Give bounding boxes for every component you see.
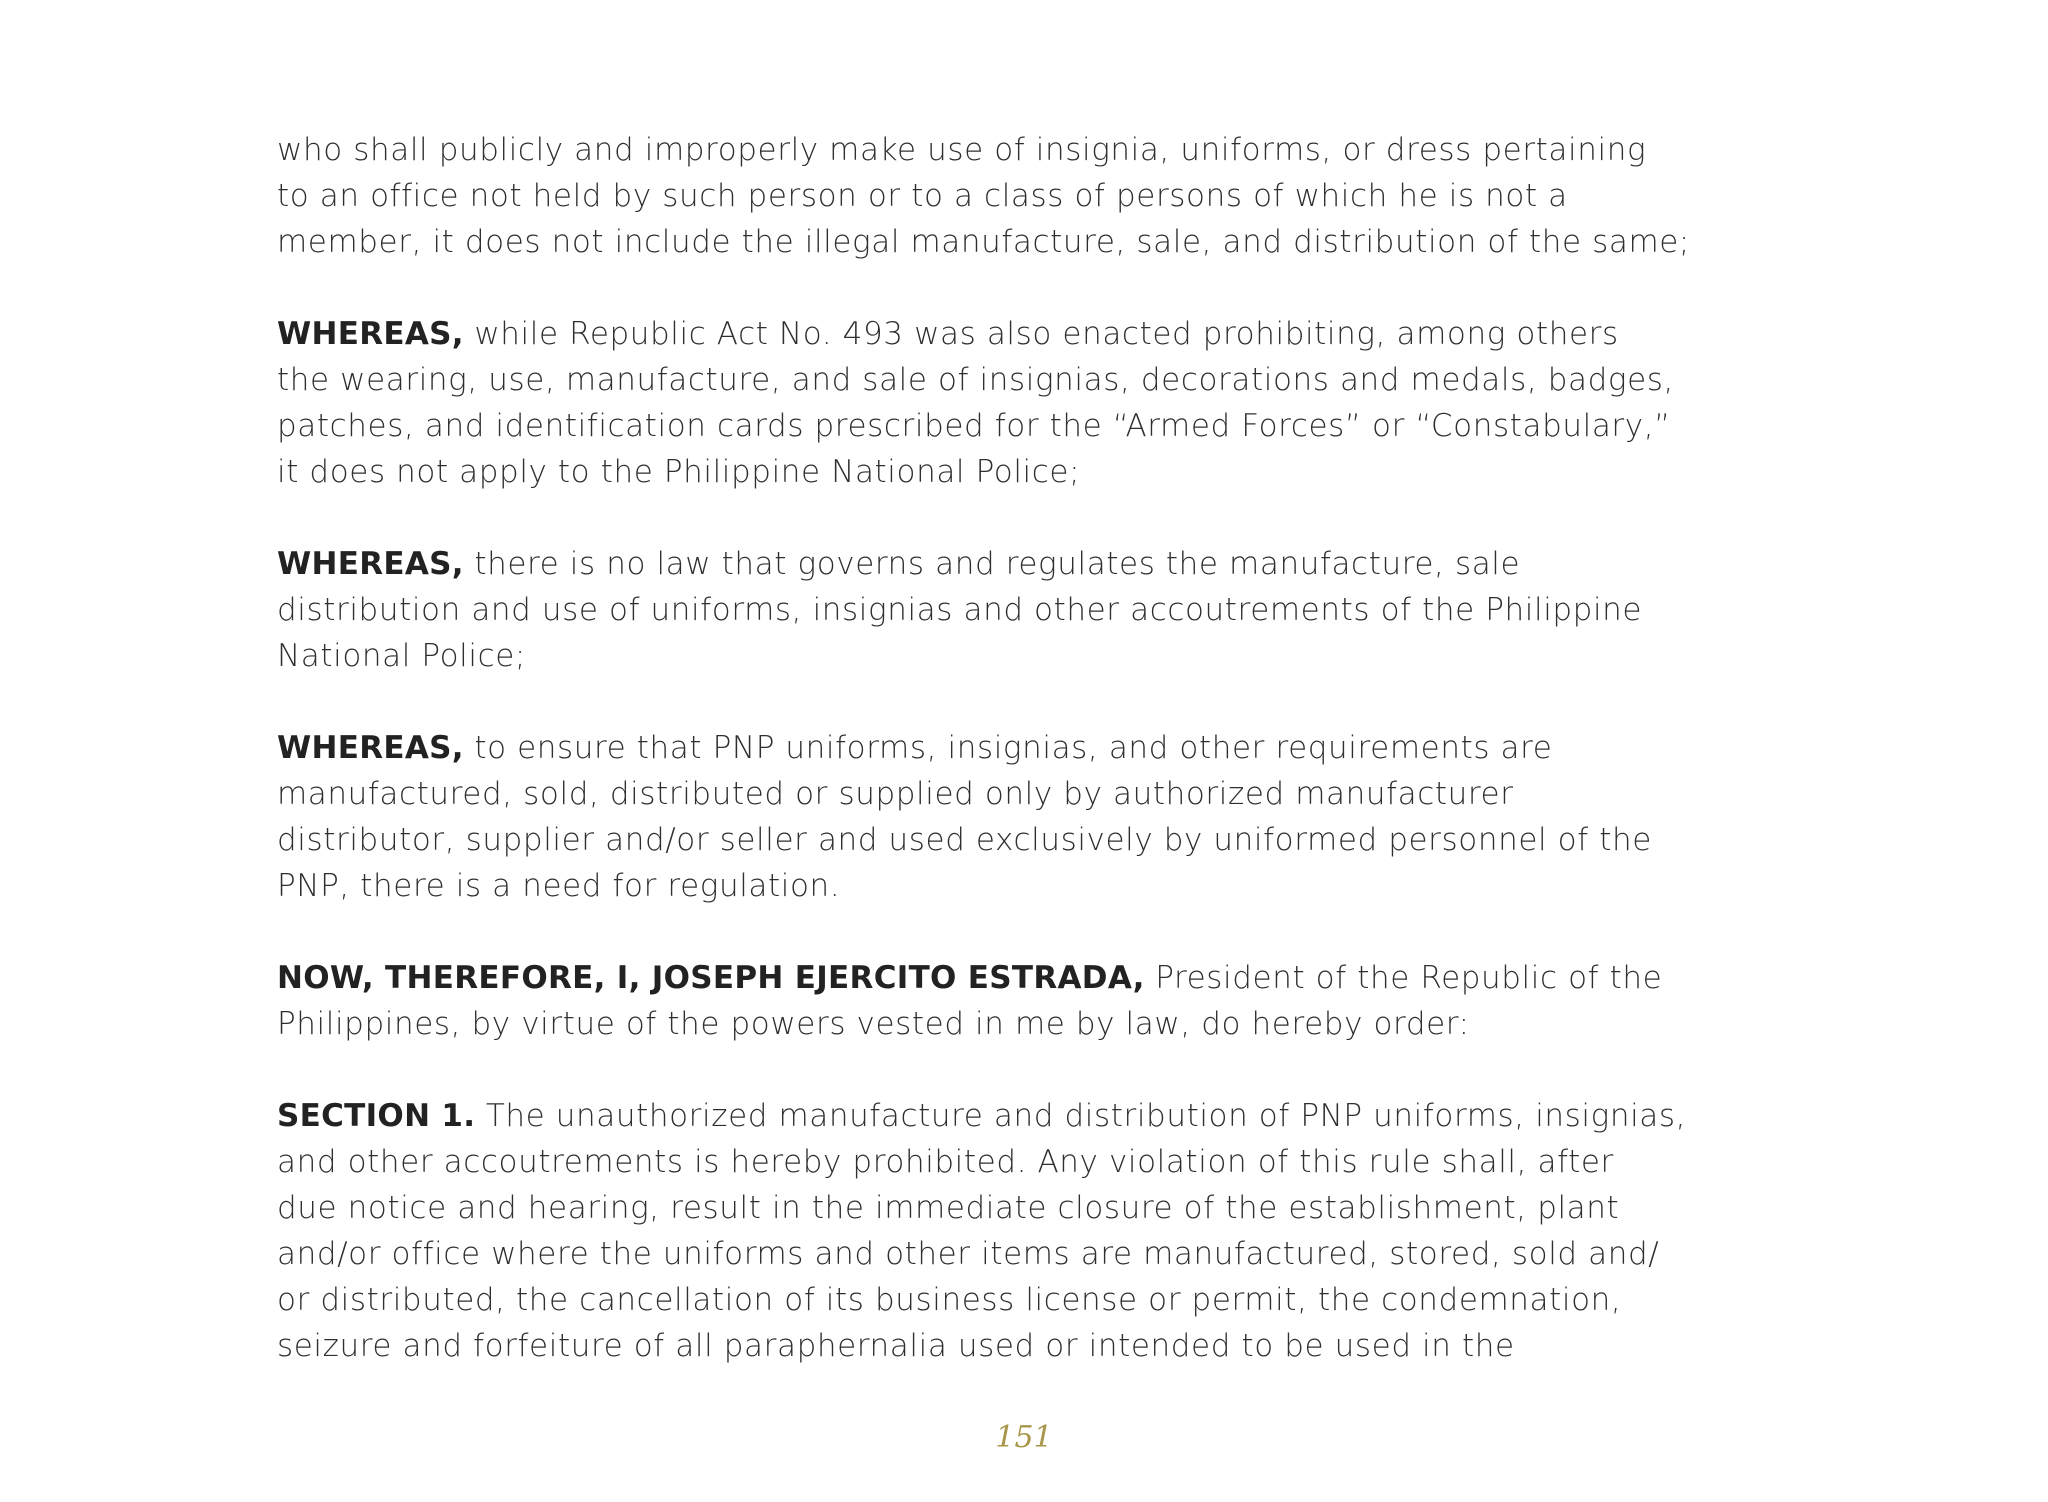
text-line: or distributed, the cancellation of its business license or permit, the condemnation, (277, 1282, 1622, 1318)
text-segment: there is no law that governs and regulates the manufacture, sale (463, 546, 1521, 582)
text-line: seizure and forfeiture of all paraphernalia used or intended to be used in the (277, 1328, 1515, 1364)
body-text (277, 127, 1937, 1415)
text-line: the wearing, use, manufacture, and sale of insignias, decorations and medals, badges, (277, 362, 1674, 398)
text-line: PNP, there is a need for regulation. (277, 868, 841, 904)
text-line: distribution and use of uniforms, insignias and other accoutrements of the Philippine (277, 592, 1643, 628)
paragraph-6 (277, 1093, 1937, 1369)
text-line: manufactured, sold, distributed or supplied only by authorized manufacturer (277, 776, 1514, 812)
whereas-lead: WHEREAS, (277, 316, 464, 352)
text-line: and/or office where the uniforms and other items are manufactured, stored, sold and/ (277, 1236, 1660, 1272)
paragraph-5 (277, 955, 1937, 1047)
text-line: patches, and identification cards prescribed for the “Armed Forces” or “Constabulary,” (277, 408, 1671, 444)
paragraph-4 (277, 725, 1937, 909)
text-line: it does not apply to the Philippine National Police; (277, 454, 1081, 490)
text-line (277, 955, 1937, 1001)
text-line: and other accoutrements is hereby prohibited. Any violation of this rule shall, after (277, 1144, 1614, 1180)
text-line: National Police; (277, 638, 526, 674)
text-segment: to ensure that PNP uniforms, insignias, and other requirements are (463, 730, 1553, 766)
text-line (277, 541, 1937, 587)
whereas-lead: WHEREAS, (277, 546, 464, 582)
text-line: member, it does not include the illegal manufacture, sale, and distribution of the same; (277, 224, 1690, 260)
text-segment: The unauthorized manufacture and distribution of PNP uniforms, insignias, (475, 1098, 1687, 1134)
page-number: 151 (995, 1420, 1053, 1455)
text-segment: President of the Republic of the (1144, 960, 1663, 996)
paragraph-3 (277, 541, 1937, 679)
whereas-lead: WHEREAS, (277, 730, 464, 766)
paragraph-2 (277, 311, 1937, 495)
text-line: to an office not held by such person or to a class of persons of which he is not a (277, 178, 1568, 214)
text-line: Philippines, by virtue of the powers vested in me by law, do hereby order: (277, 1006, 1470, 1042)
now-therefore-lead: NOW, THEREFORE, I, JOSEPH EJERCITO ESTRADA, (277, 960, 1145, 996)
paragraph-1 (277, 127, 1937, 265)
text-line: distributor, supplier and/or seller and used exclusively by uniformed personnel of the (277, 822, 1652, 858)
text-segment: while Republic Act No. 493 was also enacted prohibiting, among others (463, 316, 1619, 352)
text-line (277, 311, 1937, 357)
text-line: who shall publicly and improperly make use of insignia, uniforms, or dress pertaining (277, 132, 1647, 168)
section-1-lead: SECTION 1. (277, 1098, 476, 1134)
text-line (277, 1093, 1937, 1139)
text-line (277, 725, 1937, 771)
text-line: due notice and hearing, result in the immediate closure of the establishment, plant (277, 1190, 1620, 1226)
